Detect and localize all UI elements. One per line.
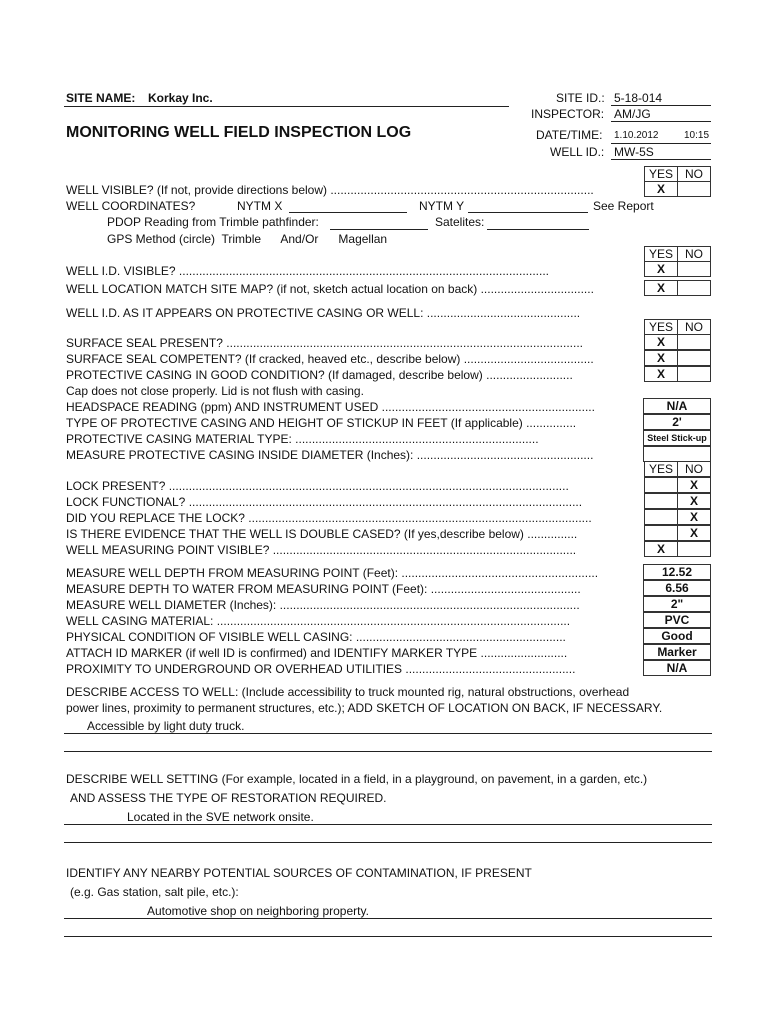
seal-competent-yes-box[interactable]: X xyxy=(644,350,678,366)
casing-good-question: PROTECTIVE CASING IN GOOD CONDITION? (If damaged, describe below) .......................... xyxy=(66,368,573,382)
double-cased-no-box[interactable]: X xyxy=(677,525,711,541)
inspector-label: INSPECTOR: xyxy=(531,107,605,121)
pdop-label: PDOP Reading from Trimble pathfinder: xyxy=(107,215,319,229)
pdop-field[interactable] xyxy=(330,229,428,230)
casing-mat-value[interactable]: PVC xyxy=(643,612,711,628)
replace-lock-yes-box[interactable] xyxy=(644,509,678,525)
site-id-value: 5-18-014 xyxy=(614,91,663,105)
location-match-question: WELL LOCATION MATCH SITE MAP? (if not, sketch actual location on back) .................................. xyxy=(66,282,594,296)
depth-water-question: MEASURE DEPTH TO WATER FROM MEASURING POINT (Feet): ............................................. xyxy=(66,582,581,596)
seal-present-no-box[interactable] xyxy=(677,334,711,350)
double-cased-yes-box[interactable] xyxy=(644,525,678,541)
cap-note: Cap does not close properly. Lid is not flush with casing. xyxy=(66,384,364,398)
lock-functional-question: LOCK FUNCTIONAL? ...................................................................................................................... xyxy=(66,495,583,509)
seal-present-yes-box[interactable]: X xyxy=(644,334,678,350)
proximity-value[interactable]: N/A xyxy=(643,660,711,676)
headspace-question: HEADSPACE READING (ppm) AND INSTRUMENT USED ................................................................ xyxy=(66,400,595,414)
nytm-x-field[interactable] xyxy=(289,212,407,213)
measuring-point-no-box[interactable] xyxy=(677,541,711,557)
satelites-field[interactable] xyxy=(487,229,589,230)
well-diameter-value[interactable]: 2" xyxy=(643,596,711,612)
replace-lock-question: DID YOU REPLACE THE LOCK? ....................................................................................................... xyxy=(66,511,592,525)
site-id-label: SITE ID.: xyxy=(556,91,605,105)
see-report: See Report xyxy=(593,199,654,213)
contamination-line-2 xyxy=(64,936,712,937)
contamination-instructions-1: IDENTIFY ANY NEARBY POTENTIAL SOURCES OF CONTAMINATION, IF PRESENT xyxy=(66,866,532,880)
access-instructions-2: power lines, proximity to permanent structures, etc.); ADD SKETCH OF LOCATION ON BACK, IF NECESSARY. xyxy=(66,701,663,715)
measuring-point-question: WELL MEASURING POINT VISIBLE? ........................................................................................... xyxy=(66,543,577,557)
time-value: 10:15 xyxy=(684,130,710,141)
casing-material-value[interactable]: Steel Stick-up xyxy=(643,430,711,446)
contamination-answer[interactable]: Automotive shop on neighboring property. xyxy=(147,904,369,918)
seal-competent-no-box[interactable] xyxy=(677,350,711,366)
well-visible-no-box[interactable] xyxy=(677,181,711,197)
yes-header-2: YES xyxy=(644,246,678,262)
site-id-underline xyxy=(611,105,711,106)
attach-id-question: ATTACH ID MARKER (if well ID is confirmed) and IDENTIFY MARKER TYPE .......................... xyxy=(66,646,568,660)
attach-id-value[interactable]: Marker xyxy=(643,644,711,660)
well-depth-value[interactable]: 12.52 xyxy=(643,564,711,580)
setting-answer[interactable]: Located in the SVE network onsite. xyxy=(127,810,314,824)
yes-header-4: YES xyxy=(644,461,678,477)
access-line-2 xyxy=(64,751,712,752)
proximity-question: PROXIMITY TO UNDERGROUND OR OVERHEAD UTILITIES ................................................... xyxy=(66,662,576,676)
well-visible-question: WELL VISIBLE? (If not, provide directions below) ............................................................................... xyxy=(66,183,594,197)
inspector-value: AM/JG xyxy=(614,107,651,121)
site-name-value: Korkay Inc. xyxy=(148,91,213,105)
well-depth-question: MEASURE WELL DEPTH FROM MEASURING POINT (Feet): ........................................................... xyxy=(66,566,599,580)
physical-question: PHYSICAL CONDITION OF VISIBLE WELL CASING: ............................................................... xyxy=(66,630,566,644)
stickup-question: TYPE OF PROTECTIVE CASING AND HEIGHT OF STICKUP IN FEET (If applicable) ............... xyxy=(66,416,577,430)
lock-present-yes-box[interactable] xyxy=(644,477,678,493)
well-visible-yes-box[interactable]: X xyxy=(644,181,678,197)
date-value: 1.10.2012 xyxy=(614,130,659,141)
setting-line-1 xyxy=(64,824,712,825)
datetime-underline xyxy=(611,143,711,144)
inspector-underline xyxy=(611,121,711,122)
nytm-y-field[interactable] xyxy=(468,212,588,213)
well-id-underline xyxy=(611,159,711,160)
location-match-no-box[interactable] xyxy=(677,280,711,296)
coords-label: WELL COORDINATES? xyxy=(66,199,196,213)
inside-diameter-value[interactable] xyxy=(643,446,711,462)
measuring-point-yes-box[interactable]: X xyxy=(644,541,678,557)
site-name-underline xyxy=(64,106,509,107)
depth-water-value[interactable]: 6.56 xyxy=(643,580,711,596)
inside-diameter-question: MEASURE PROTECTIVE CASING INSIDE DIAMETER (Inches): ..................................................... xyxy=(66,448,594,462)
id-visible-question: WELL I.D. VISIBLE? ............................................................................................................... xyxy=(66,264,550,278)
lock-present-question: LOCK PRESENT? ........................................................................................................................ xyxy=(66,479,569,493)
casing-material-question: PROTECTIVE CASING MATERIAL TYPE: ......................................................................... xyxy=(66,432,539,446)
site-name-label: SITE NAME: xyxy=(66,91,136,105)
id-visible-yes-box[interactable]: X xyxy=(644,261,678,277)
datetime-label: DATE/TIME: xyxy=(536,128,603,142)
access-instructions-1: DESCRIBE ACCESS TO WELL: (Include accessibility to truck mounted rig, natural obstructions, overhead xyxy=(66,685,630,699)
casing-good-yes-box[interactable]: X xyxy=(644,366,678,382)
no-header-1: NO xyxy=(677,166,711,182)
setting-instructions-2: AND ASSESS THE TYPE OF RESTORATION REQUIRED. xyxy=(70,791,387,805)
seal-present-question: SURFACE SEAL PRESENT? ........................................................................................................... xyxy=(66,336,584,350)
access-answer[interactable]: Accessible by light duty truck. xyxy=(87,719,245,733)
setting-instructions-1: DESCRIBE WELL SETTING (For example, located in a field, in a playground, on pavement, in a garden, etc.) xyxy=(66,772,648,786)
double-cased-question: IS THERE EVIDENCE THAT THE WELL IS DOUBLE CASED? (If yes,describe below) ............... xyxy=(66,527,578,541)
lock-functional-yes-box[interactable] xyxy=(644,493,678,509)
stickup-value[interactable]: 2' xyxy=(643,414,711,430)
headspace-value[interactable]: N/A xyxy=(643,398,711,414)
lock-functional-no-box[interactable]: X xyxy=(677,493,711,509)
page-title: MONITORING WELL FIELD INSPECTION LOG xyxy=(66,124,412,141)
yes-header-1: YES xyxy=(644,166,678,182)
no-header-4: NO xyxy=(677,461,711,477)
casing-mat-question: WELL CASING MATERIAL: .......................................................................................................... xyxy=(66,614,571,628)
casing-good-no-box[interactable] xyxy=(677,366,711,382)
seal-competent-question: SURFACE SEAL COMPETENT? (If cracked, heaved etc., describe below) ....................................... xyxy=(66,352,594,366)
physical-value[interactable]: Good xyxy=(643,628,711,644)
well-id-label: WELL ID.: xyxy=(550,145,605,159)
well-id-value: MW-5S xyxy=(614,145,654,159)
access-line-1 xyxy=(64,733,712,734)
nytm-y-label: NYTM Y xyxy=(419,199,465,213)
gps-method: GPS Method (circle) Trimble And/Or Magellan xyxy=(107,232,388,246)
no-header-3: NO xyxy=(677,319,711,335)
id-visible-no-box[interactable] xyxy=(677,261,711,277)
contamination-line-1 xyxy=(64,918,712,919)
no-header-2: NO xyxy=(677,246,711,262)
location-match-yes-box[interactable]: X xyxy=(644,280,678,296)
lock-present-no-box[interactable]: X xyxy=(677,477,711,493)
replace-lock-no-box[interactable]: X xyxy=(677,509,711,525)
satelites-label: Satelites: xyxy=(435,215,485,229)
nytm-x-label: NYTM X xyxy=(237,199,283,213)
setting-line-2 xyxy=(64,842,712,843)
well-diameter-question: MEASURE WELL DIAMETER (Inches): .......................................................................................... xyxy=(66,598,580,612)
id-appears-question: WELL I.D. AS IT APPEARS ON PROTECTIVE CASING OR WELL: .............................................. xyxy=(66,306,581,320)
yes-header-3: YES xyxy=(644,319,678,335)
contamination-instructions-2: (e.g. Gas station, salt pile, etc.): xyxy=(70,885,239,899)
